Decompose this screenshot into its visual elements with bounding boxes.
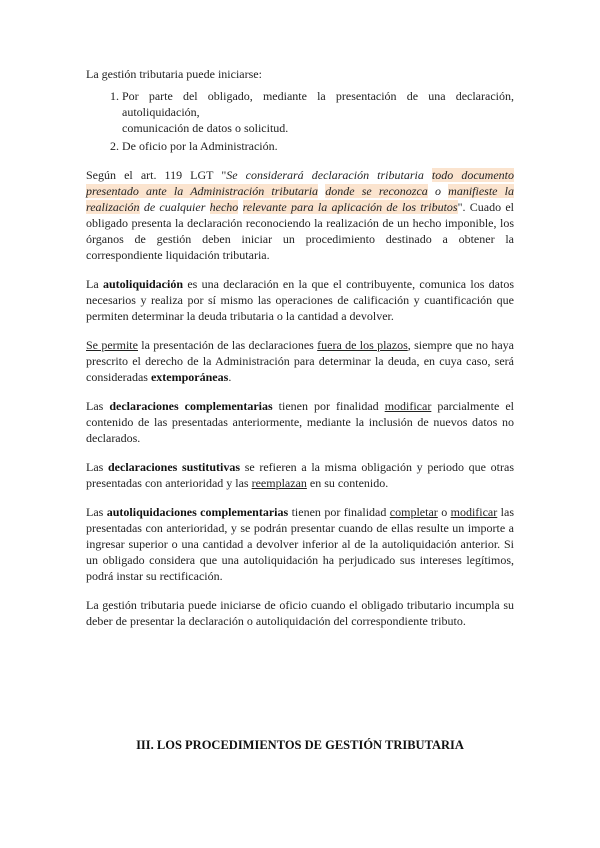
list-item: 2. De oficio por la Administración. <box>122 138 514 154</box>
se-permite-paragraph: Se permite la presentación de las declaraciones fuera de los plazos, siempre que no haya prescrito el derecho de la Administración para determinar la deuda, en cuya caso, será consideradas extemporáneas. <box>86 338 514 384</box>
art-119-paragraph: Según el art. 119 LGT "Se considerará declaración tributaria todo documento presentado ante la Administración tributaria donde se reconozca o manifieste la realización de cualquier hecho relevante para la aplicación de los tributos". Cuado el obligado presenta la declaración reconociendo la realización de un hecho imponible, los órganos de gestión deben iniciar un procedimiento destinado a obtener la correspondiente liquidación tributaria. <box>86 168 515 262</box>
highlight: donde se reconozca <box>325 184 428 198</box>
highlight: relevante para la aplicación de los tributos <box>242 200 458 214</box>
highlight: todo documento presentado ante la Administración tributaria <box>86 168 514 198</box>
declaraciones-sustitutivas-paragraph: Las declaraciones sustitutivas se refieren a la misma obligación y periodo que otras presentadas con anterioridad y las reemplazan en su contenido. <box>86 460 514 490</box>
declaraciones-complementarias-paragraph: Las declaraciones complementarias tienen por finalidad modificar parcialmente el contenido de las presentadas anteriormente, mediante la inclusión de nuevos datos no declarados. <box>86 399 514 445</box>
highlight: manifieste la realización <box>86 184 514 214</box>
autoliquidacion-paragraph: La autoliquidación es una declaración en la que el contribuyente, comunica los datos necesarios y realiza por sí mismo las operaciones de calificación y cuantificación que permiten determinar la deuda tributaria o la cantidad a devolver. <box>86 277 515 323</box>
document-body <box>86 66 514 629</box>
start-options-list <box>86 88 514 154</box>
section-heading: III. LOS PROCEDIMIENTOS DE GESTIÓN TRIBUTARIA <box>136 738 464 752</box>
list-item: 1. Por parte del obligado, mediante la presentación de una declaración, autoliquidación, comunicación de datos o solicitud. <box>122 88 514 136</box>
intro-paragraph: La gestión tributaria puede iniciarse: <box>86 67 262 81</box>
highlight: hecho <box>209 200 239 214</box>
autoliquidaciones-complementarias-paragraph: Las autoliquidaciones complementarias tienen por finalidad completar o modificar las presentadas con anterioridad, y se podrán presentar cuando de ellas resulte un importe a ingresar superior o una cantidad a devolver inferior al de la autoliquidación anterior. Si un obligado considera que una autoliquidación ha perjudicado sus intereses legítimos, podrá instar su rectificación. <box>86 505 515 583</box>
de-oficio-paragraph: La gestión tributaria puede iniciarse de oficio cuando el obligado tributario incumpla su deber de presentar la declaración o autoliquidación del correspondiente tributo. <box>86 598 514 628</box>
